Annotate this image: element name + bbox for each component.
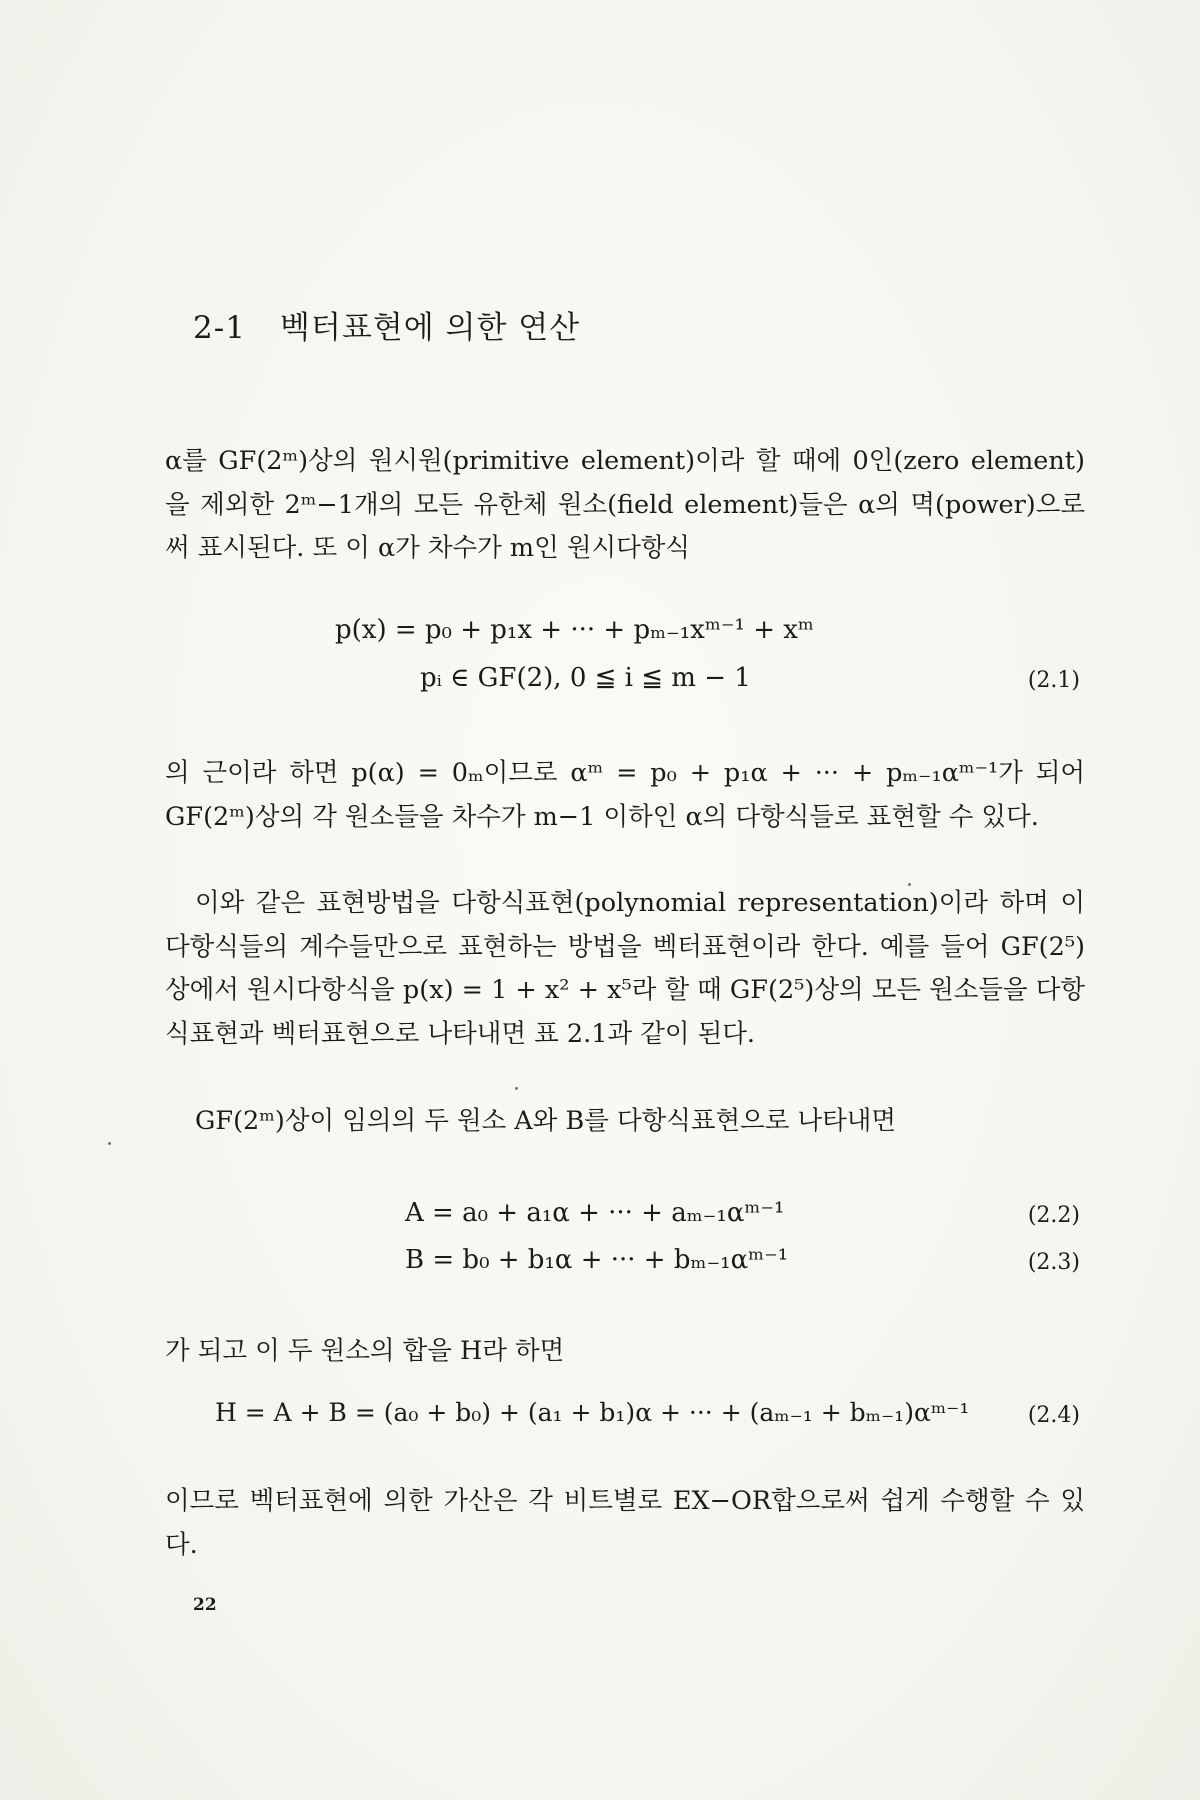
- paragraph-root: 의 근이라 하면 p(α) = 0ₘ이므로 αᵐ = p₀ + p₁α + ··· + pₘ₋₁αᵐ⁻¹가 되어 GF(2ᵐ)상의 각 원소들을 차수가 m−1 이하인 α의 다항식들로 표현할 수 있다.: [165, 758, 1085, 832]
- equation-2-3: B = b₀ + b₁α + ··· + bₘ₋₁αᵐ⁻¹: [405, 1245, 789, 1275]
- paragraph-intro: α를 GF(2ᵐ)상의 원시원(primitive element)이라 할 때에 0인(zero element)을 제외한 2ᵐ−1개의 모든 유한체 원소(field element)들은 α의 멱(power)으로써 표시된다. 또 이 α가 차수가 m인 원시다항식: [165, 446, 1085, 563]
- scan-speck: [108, 1142, 111, 1145]
- scan-speck: [515, 1087, 518, 1090]
- paragraph-conclusion: 이므로 벡터표현에 의한 가산은 각 비트별로 EX−OR합으로써 쉽게 수행할 수 있다.: [165, 1486, 1085, 1560]
- section-heading: [193, 302, 580, 347]
- equation-number-2-4: (2.4): [1027, 1403, 1080, 1428]
- equation-number-2-3: (2.3): [1027, 1250, 1080, 1275]
- paragraph-two-elements: GF(2ᵐ)상이 임의의 두 원소 A와 B를 다항식표현으로 나타내면: [195, 1106, 897, 1136]
- equation-2-2: A = a₀ + a₁α + ··· + aₘ₋₁αᵐ⁻¹: [405, 1198, 785, 1228]
- equation-number-2-1: (2.1): [1027, 668, 1080, 693]
- section-title: 벡터표현에 의한 연산: [279, 310, 581, 346]
- paragraph-representation: 이와 같은 표현방법을 다항식표현(polynomial representation)이라 하며 이 다항식들의 계수들만으로 표현하는 방법을 벡터표현이라 한다. 예를 들어 GF(2⁵)상에서 원시다항식을 p(x) = 1 + x² + x⁵라 할 때 GF(2⁵)상의 모든 원소들을 다항식표현과 벡터표현으로 나타내면 표 2.1과 같이 된다.: [165, 888, 1085, 1049]
- paragraph-sum: 가 되고 이 두 원소의 합을 H라 하면: [165, 1336, 565, 1366]
- page-number: 22: [193, 1595, 217, 1615]
- scan-speck: [908, 883, 911, 886]
- equation-number-2-2: (2.2): [1027, 1203, 1080, 1228]
- section-number: 2-1: [193, 310, 246, 346]
- equation-2-1-line1: p(x) = p₀ + p₁x + ··· + pₘ₋₁xᵐ⁻¹ + xᵐ: [335, 615, 814, 645]
- equation-2-1-line2: pᵢ ∈ GF(2), 0 ≦ i ≦ m − 1: [420, 663, 751, 693]
- equation-2-4: H = A + B = (a₀ + b₀) + (a₁ + b₁)α + ··· + (aₘ₋₁ + bₘ₋₁)αᵐ⁻¹: [215, 1398, 970, 1427]
